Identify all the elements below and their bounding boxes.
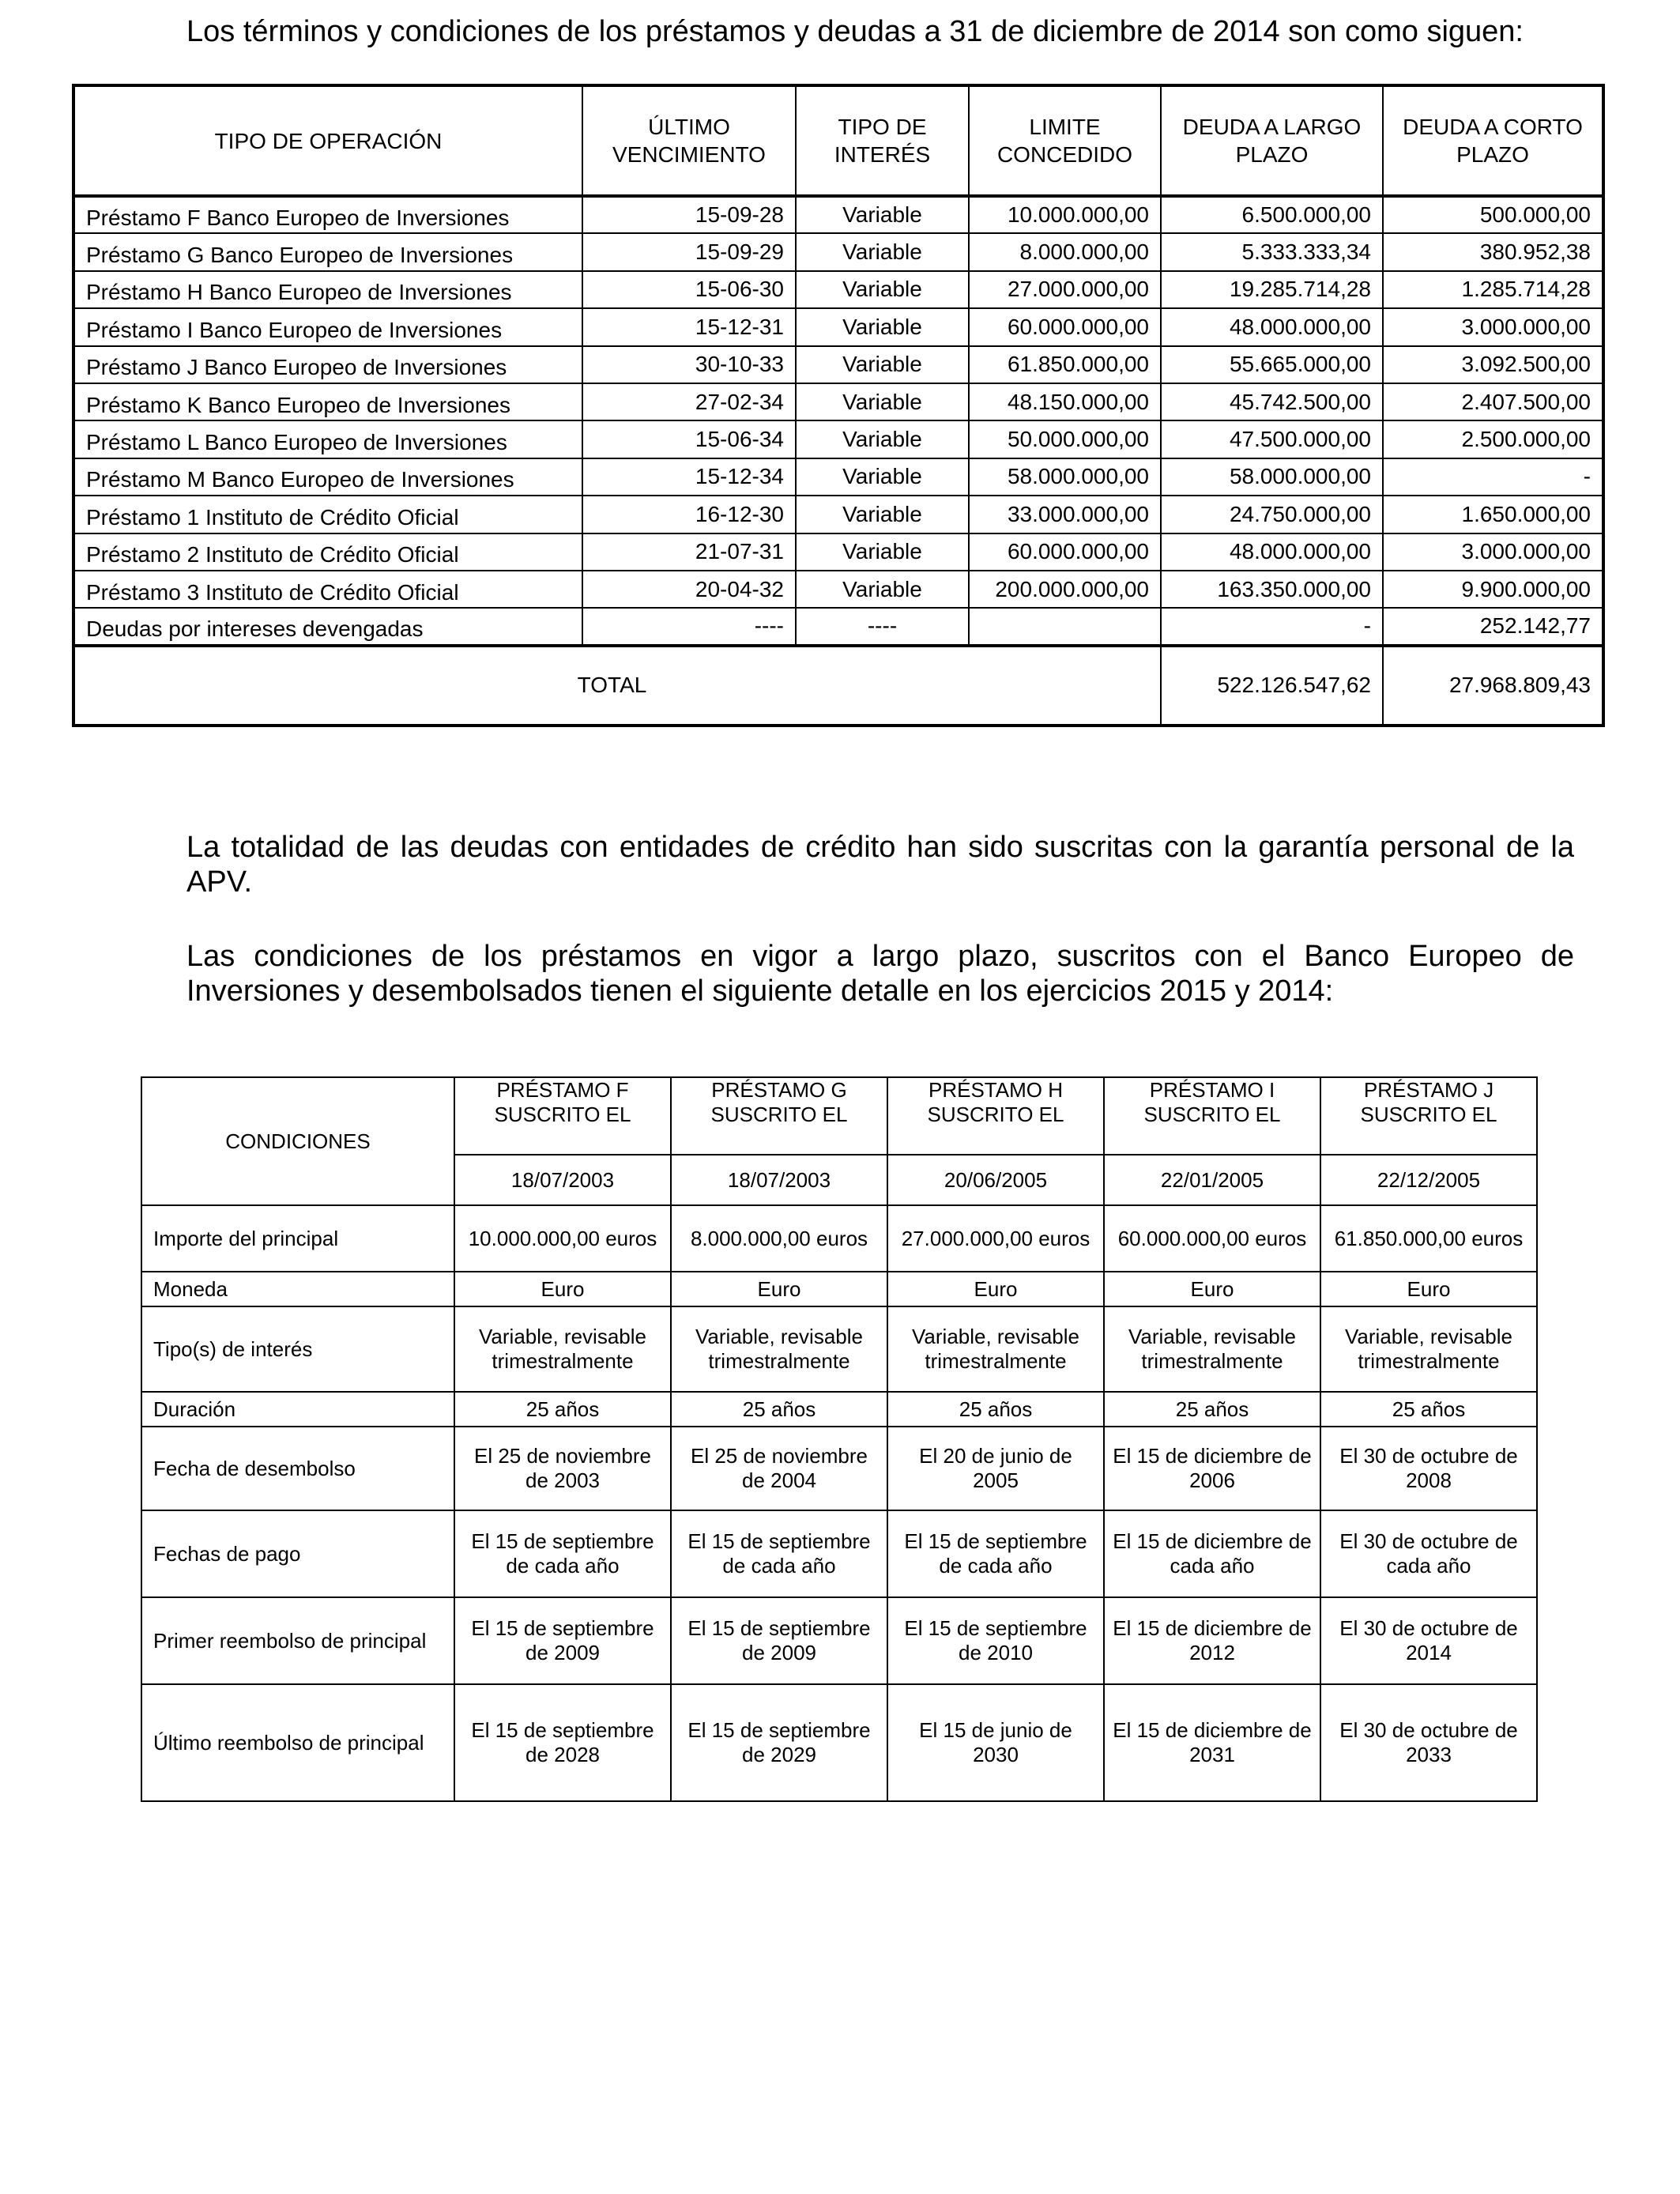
cell-tipo: ---- bbox=[796, 608, 969, 645]
cell-corto: 1.285.714,28 bbox=[1383, 271, 1603, 308]
cell-op: Préstamo K Banco Europeo de Inversiones bbox=[73, 383, 582, 420]
condition-label: Primer reembolso de principal bbox=[141, 1597, 454, 1684]
condition-value: El 15 de diciembre de 2031 bbox=[1104, 1684, 1320, 1801]
condition-value: El 15 de septiembre de 2029 bbox=[671, 1684, 887, 1801]
cell-venc: 15-12-34 bbox=[582, 458, 796, 496]
cell-limite: 50.000.000,00 bbox=[969, 420, 1161, 458]
condition-row-importe bbox=[141, 1205, 1537, 1272]
cell-op: Préstamo 1 Instituto de Crédito Oficial bbox=[73, 496, 582, 533]
header-ultimo-vencimiento: ÚLTIMO VENCIMIENTO bbox=[582, 85, 796, 196]
cell-limite: 61.850.000,00 bbox=[969, 346, 1161, 383]
cell-largo: 55.665.000,00 bbox=[1161, 346, 1383, 383]
header-limite-concedido: LIMITE CONCEDIDO bbox=[969, 85, 1161, 196]
condiciones-label: CONDICIONES bbox=[141, 1077, 454, 1205]
cell-tipo: Variable bbox=[796, 308, 969, 345]
cell-limite: 27.000.000,00 bbox=[969, 271, 1161, 308]
cell-tipo: Variable bbox=[796, 346, 969, 383]
condition-row-tipo bbox=[141, 1306, 1537, 1392]
cell-tipo: Variable bbox=[796, 420, 969, 458]
condition-row-desembolso bbox=[141, 1427, 1537, 1510]
cell-venc: 21-07-31 bbox=[582, 533, 796, 571]
condition-value: Euro bbox=[454, 1272, 671, 1306]
table-row bbox=[73, 383, 1603, 420]
loan-date: 22/01/2005 bbox=[1104, 1155, 1320, 1205]
cell-venc: 27-02-34 bbox=[582, 383, 796, 420]
loan-title: PRÉSTAMO I SUSCRITO EL bbox=[1104, 1077, 1320, 1155]
condition-value: Variable, revisable trimestralmente bbox=[671, 1306, 887, 1392]
total-row bbox=[73, 646, 1603, 726]
condition-value: El 30 de octubre de 2008 bbox=[1320, 1427, 1537, 1510]
table-row bbox=[73, 533, 1603, 571]
loan-title-row bbox=[141, 1077, 1537, 1155]
condition-value: El 20 de junio de 2005 bbox=[887, 1427, 1104, 1510]
condition-value: 61.850.000,00 euros bbox=[1320, 1205, 1537, 1272]
loan-title: PRÉSTAMO G SUSCRITO EL bbox=[671, 1077, 887, 1155]
cell-tipo: Variable bbox=[796, 196, 969, 233]
condition-value: 25 años bbox=[1320, 1392, 1537, 1427]
loan-date: 18/07/2003 bbox=[454, 1155, 671, 1205]
cell-largo: 58.000.000,00 bbox=[1161, 458, 1383, 496]
loan-date: 22/12/2005 bbox=[1320, 1155, 1537, 1205]
loan-title: PRÉSTAMO J SUSCRITO EL bbox=[1320, 1077, 1537, 1155]
cell-largo: 47.500.000,00 bbox=[1161, 420, 1383, 458]
table-row bbox=[73, 271, 1603, 308]
cell-limite: 60.000.000,00 bbox=[969, 533, 1161, 571]
cell-limite: 8.000.000,00 bbox=[969, 233, 1161, 270]
cell-tipo: Variable bbox=[796, 496, 969, 533]
condition-value: El 30 de octubre de 2033 bbox=[1320, 1684, 1537, 1801]
table-row bbox=[73, 496, 1603, 533]
cell-venc: 15-06-30 bbox=[582, 271, 796, 308]
condition-value: Variable, revisable trimestralmente bbox=[1320, 1306, 1537, 1392]
condition-value: El 25 de noviembre de 2004 bbox=[671, 1427, 887, 1510]
cell-largo: 19.285.714,28 bbox=[1161, 271, 1383, 308]
cell-op: Préstamo H Banco Europeo de Inversiones bbox=[73, 271, 582, 308]
header-tipo-interes: TIPO DE INTERÉS bbox=[796, 85, 969, 196]
cell-limite: 200.000.000,00 bbox=[969, 571, 1161, 608]
condition-label: Fechas de pago bbox=[141, 1510, 454, 1597]
condition-value: El 15 de septiembre de 2009 bbox=[454, 1597, 671, 1684]
table-row bbox=[73, 608, 1603, 645]
condition-value: 60.000.000,00 euros bbox=[1104, 1205, 1320, 1272]
cell-corto: 1.650.000,00 bbox=[1383, 496, 1603, 533]
cell-corto: 500.000,00 bbox=[1383, 196, 1603, 233]
cell-op: Préstamo 3 Instituto de Crédito Oficial bbox=[73, 571, 582, 608]
condition-label: Último reembolso de principal bbox=[141, 1684, 454, 1801]
cell-venc: 16-12-30 bbox=[582, 496, 796, 533]
cell-tipo: Variable bbox=[796, 458, 969, 496]
cell-tipo: Variable bbox=[796, 271, 969, 308]
condition-row-ultimo bbox=[141, 1684, 1537, 1801]
cell-corto: 9.900.000,00 bbox=[1383, 571, 1603, 608]
cell-corto: - bbox=[1383, 458, 1603, 496]
total-label: TOTAL bbox=[73, 646, 1161, 726]
cell-corto: 3.092.500,00 bbox=[1383, 346, 1603, 383]
loan-title: PRÉSTAMO H SUSCRITO EL bbox=[887, 1077, 1104, 1155]
condition-value: El 15 de diciembre de cada año bbox=[1104, 1510, 1320, 1597]
cell-venc: 15-12-31 bbox=[582, 308, 796, 345]
table-row bbox=[73, 458, 1603, 496]
cell-largo: 6.500.000,00 bbox=[1161, 196, 1383, 233]
cell-corto: 3.000.000,00 bbox=[1383, 308, 1603, 345]
cell-op: Préstamo J Banco Europeo de Inversiones bbox=[73, 346, 582, 383]
cell-venc: 15-09-29 bbox=[582, 233, 796, 270]
header-deuda-largo-plazo: DEUDA A LARGO PLAZO bbox=[1161, 85, 1383, 196]
loan-date: 20/06/2005 bbox=[887, 1155, 1104, 1205]
cell-op: Préstamo 2 Instituto de Crédito Oficial bbox=[73, 533, 582, 571]
loans-terms-table bbox=[72, 84, 1605, 727]
paragraph-garantia: La totalidad de las deudas con entidades de crédito han sido suscritas con la garantía personal de la APV. bbox=[186, 831, 1574, 899]
cell-largo: 24.750.000,00 bbox=[1161, 496, 1383, 533]
cell-largo: 163.350.000,00 bbox=[1161, 571, 1383, 608]
condition-label: Moneda bbox=[141, 1272, 454, 1306]
condition-value: El 15 de septiembre de 2009 bbox=[671, 1597, 887, 1684]
cell-tipo: Variable bbox=[796, 571, 969, 608]
cell-venc: ---- bbox=[582, 608, 796, 645]
cell-tipo: Variable bbox=[796, 233, 969, 270]
intro-text: Los términos y condiciones de los préstamos y deudas a 31 de diciembre de 2014 son como siguen: bbox=[186, 15, 1524, 48]
condition-value: El 15 de septiembre de 2028 bbox=[454, 1684, 671, 1801]
condition-row-duracion bbox=[141, 1392, 1537, 1427]
cell-op: Préstamo F Banco Europeo de Inversiones bbox=[73, 196, 582, 233]
cell-tipo: Variable bbox=[796, 533, 969, 571]
condition-value: 25 años bbox=[454, 1392, 671, 1427]
condition-value: 25 años bbox=[887, 1392, 1104, 1427]
cell-op: Préstamo G Banco Europeo de Inversiones bbox=[73, 233, 582, 270]
condition-value: 10.000.000,00 euros bbox=[454, 1205, 671, 1272]
table-row bbox=[73, 420, 1603, 458]
condition-value: El 15 de diciembre de 2006 bbox=[1104, 1427, 1320, 1510]
cell-corto: 380.952,38 bbox=[1383, 233, 1603, 270]
condition-label: Importe del principal bbox=[141, 1205, 454, 1272]
condition-value: Variable, revisable trimestralmente bbox=[454, 1306, 671, 1392]
cell-limite: 48.150.000,00 bbox=[969, 383, 1161, 420]
total-largo: 522.126.547,62 bbox=[1161, 646, 1383, 726]
condition-value: Variable, revisable trimestralmente bbox=[1104, 1306, 1320, 1392]
cell-limite: 58.000.000,00 bbox=[969, 458, 1161, 496]
cell-corto: 2.407.500,00 bbox=[1383, 383, 1603, 420]
cell-tipo: Variable bbox=[796, 383, 969, 420]
cell-op: Préstamo L Banco Europeo de Inversiones bbox=[73, 420, 582, 458]
condition-value: El 15 de diciembre de 2012 bbox=[1104, 1597, 1320, 1684]
header-tipo-operacion: TIPO DE OPERACIÓN bbox=[73, 85, 582, 196]
cell-corto: 3.000.000,00 bbox=[1383, 533, 1603, 571]
cell-venc: 30-10-33 bbox=[582, 346, 796, 383]
loan-title: PRÉSTAMO F SUSCRITO EL bbox=[454, 1077, 671, 1155]
condition-value: El 15 de septiembre de 2010 bbox=[887, 1597, 1104, 1684]
table-row bbox=[73, 233, 1603, 270]
condition-value: El 15 de septiembre de cada año bbox=[454, 1510, 671, 1597]
condition-value: Euro bbox=[1320, 1272, 1537, 1306]
cell-venc: 15-06-34 bbox=[582, 420, 796, 458]
condition-value: 8.000.000,00 euros bbox=[671, 1205, 887, 1272]
cell-largo: 48.000.000,00 bbox=[1161, 308, 1383, 345]
condition-row-moneda bbox=[141, 1272, 1537, 1306]
condition-value: Euro bbox=[671, 1272, 887, 1306]
cell-corto: 252.142,77 bbox=[1383, 608, 1603, 645]
condition-value: El 15 de septiembre de cada año bbox=[671, 1510, 887, 1597]
cell-largo: 48.000.000,00 bbox=[1161, 533, 1383, 571]
cell-limite: 10.000.000,00 bbox=[969, 196, 1161, 233]
condition-value: 27.000.000,00 euros bbox=[887, 1205, 1104, 1272]
condition-value: Euro bbox=[1104, 1272, 1320, 1306]
table-row bbox=[73, 196, 1603, 233]
condition-value: 25 años bbox=[671, 1392, 887, 1427]
condition-value: 25 años bbox=[1104, 1392, 1320, 1427]
header-deuda-corto-plazo: DEUDA A CORTO PLAZO bbox=[1383, 85, 1603, 196]
table-header-row bbox=[73, 85, 1603, 196]
table-row bbox=[73, 308, 1603, 345]
paragraph-condiciones: Las condiciones de los préstamos en vigor a largo plazo, suscritos con el Banco Europeo de Inversiones y desembolsados tienen el siguiente detalle en los ejercicios 2015 y 2014: bbox=[186, 940, 1574, 1008]
cell-largo: - bbox=[1161, 608, 1383, 645]
condition-row-pago bbox=[141, 1510, 1537, 1597]
condition-value: El 15 de septiembre de cada año bbox=[887, 1510, 1104, 1597]
total-corto: 27.968.809,43 bbox=[1383, 646, 1603, 726]
condition-label: Tipo(s) de interés bbox=[141, 1306, 454, 1392]
table-row bbox=[73, 346, 1603, 383]
condition-value: El 15 de junio de 2030 bbox=[887, 1684, 1104, 1801]
bei-conditions-table bbox=[141, 1076, 1538, 1802]
cell-venc: 20-04-32 bbox=[582, 571, 796, 608]
condition-value: Variable, revisable trimestralmente bbox=[887, 1306, 1104, 1392]
condition-value: Euro bbox=[887, 1272, 1104, 1306]
cell-venc: 15-09-28 bbox=[582, 196, 796, 233]
cell-largo: 5.333.333,34 bbox=[1161, 233, 1383, 270]
cell-op: Préstamo I Banco Europeo de Inversiones bbox=[73, 308, 582, 345]
cell-op: Deudas por intereses devengadas bbox=[73, 608, 582, 645]
cell-op: Préstamo M Banco Europeo de Inversiones bbox=[73, 458, 582, 496]
table-row bbox=[73, 571, 1603, 608]
condition-label: Fecha de desembolso bbox=[141, 1427, 454, 1510]
condition-value: El 25 de noviembre de 2003 bbox=[454, 1427, 671, 1510]
condition-value: El 30 de octubre de cada año bbox=[1320, 1510, 1537, 1597]
cell-limite: 60.000.000,00 bbox=[969, 308, 1161, 345]
cell-corto: 2.500.000,00 bbox=[1383, 420, 1603, 458]
cell-limite: 33.000.000,00 bbox=[969, 496, 1161, 533]
condition-value: El 30 de octubre de 2014 bbox=[1320, 1597, 1537, 1684]
condition-row-primer bbox=[141, 1597, 1537, 1684]
cell-limite bbox=[969, 608, 1161, 645]
cell-largo: 45.742.500,00 bbox=[1161, 383, 1383, 420]
loan-date: 18/07/2003 bbox=[671, 1155, 887, 1205]
condition-label: Duración bbox=[141, 1392, 454, 1427]
